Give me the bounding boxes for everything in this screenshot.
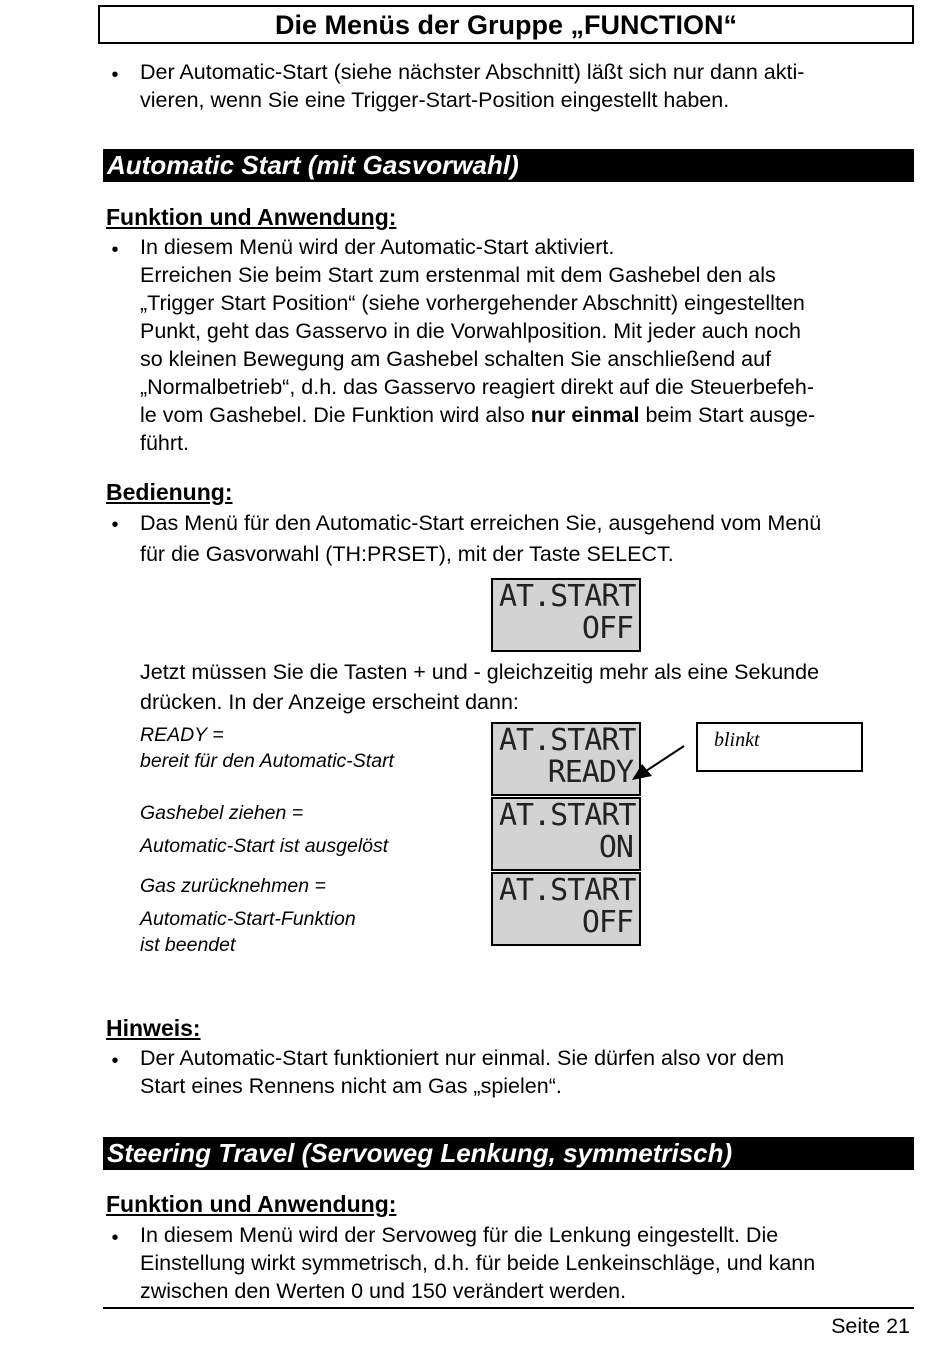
- hinweis-text: [140, 1044, 784, 1100]
- lcd-line-2: OFF: [581, 611, 633, 646]
- text-line: führt.: [140, 431, 189, 455]
- text-line: so kleinen Bewegung am Gashebel schalten Sie anschließend auf: [140, 347, 772, 371]
- text-line: [140, 401, 815, 429]
- bullet-icon: •: [111, 1227, 119, 1249]
- text-line: In diesem Menü wird der Automatic-Start aktiviert.: [140, 235, 615, 259]
- bedienung-heading: Bedienung:: [106, 479, 233, 505]
- bullet-icon: •: [111, 514, 119, 536]
- state-label-line: Automatic-Start-Funktion: [140, 908, 356, 930]
- text-line: zwischen den Werten 0 und 150 verändert werden.: [140, 1279, 627, 1303]
- page-number: Seite 21: [831, 1314, 910, 1338]
- lcd-line-1: AT.START: [499, 723, 636, 758]
- page-title: Die Menüs der Gruppe „FUNCTION“: [98, 5, 914, 44]
- state-label-line: bereit für den Automatic-Start: [140, 750, 394, 772]
- text-line: drücken. In der Anzeige erscheint dann:: [140, 690, 519, 714]
- funktion-heading: Funktion und Anwendung:: [106, 204, 397, 230]
- bullet-icon: •: [111, 1050, 119, 1072]
- lcd-display-on: [491, 797, 641, 871]
- callout-arrow-icon: [620, 740, 700, 790]
- bullet-icon: •: [111, 239, 119, 261]
- text-line: Erreichen Sie beim Start zum erstenmal mit dem Gashebel den als: [140, 263, 776, 287]
- text-line: Jetzt müssen Sie die Tasten + und - gleichzeitig mehr als eine Sekunde: [140, 660, 820, 684]
- funktion-text: [140, 233, 815, 457]
- state-label-line: Gas zurücknehmen =: [140, 875, 326, 897]
- steering-text: [140, 1221, 815, 1305]
- text-line: „Trigger Start Position“ (siehe vorhergehender Abschnitt) eingestellten: [140, 291, 805, 315]
- state-label-off: [140, 873, 356, 958]
- section-title-steering-travel: Steering Travel (Servoweg Lenkung, symmetrisch): [103, 1137, 914, 1170]
- text-span: le vom Gashebel. Die Funktion wird also: [140, 403, 531, 427]
- lcd-line-1: AT.START: [499, 798, 636, 833]
- state-label-line: READY =: [140, 724, 224, 746]
- bedienung-text: [140, 508, 821, 570]
- lcd-line-2: ON: [598, 830, 633, 865]
- text-span: beim Start ausge-: [639, 403, 816, 427]
- text-line: für die Gasvorwahl (TH:PRSET), mit der Taste SELECT.: [140, 542, 674, 566]
- text-line: Einstellung wirkt symmetrisch, d.h. für beide Lenkeinschläge, und kann: [140, 1251, 816, 1275]
- hinweis-heading: Hinweis:: [106, 1015, 201, 1041]
- footer-divider: [103, 1307, 914, 1309]
- state-label-line: Gashebel ziehen =: [140, 802, 304, 824]
- state-label-line: ist beendet: [140, 934, 236, 956]
- section-title-automatic-start: Automatic Start (mit Gasvorwahl): [103, 149, 914, 182]
- lcd-line-1: AT.START: [499, 579, 636, 614]
- text-line: Das Menü für den Automatic-Start erreichen Sie, ausgehend vom Menü: [140, 511, 822, 535]
- lcd-display-off: [491, 872, 641, 946]
- intro-text: [140, 58, 804, 114]
- emphasis-text: nur einmal: [530, 403, 640, 427]
- state-label-ready: [140, 722, 394, 774]
- lcd-line-1: AT.START: [499, 873, 636, 908]
- funktion-heading-2: Funktion und Anwendung:: [106, 1191, 397, 1217]
- text-line: In diesem Menü wird der Servoweg für die Lenkung eingestellt. Die: [140, 1223, 779, 1247]
- text-line: „Normalbetrieb“, d.h. das Gasservo reagiert direkt auf die Steuerbefeh-: [140, 375, 814, 399]
- tasten-text: [140, 657, 819, 717]
- intro-line: Der Automatic-Start (siehe nächster Abschnitt) läßt sich nur dann akti-: [140, 60, 805, 84]
- text-line: Start eines Rennens nicht am Gas „spielen“.: [140, 1074, 562, 1098]
- lcd-display-ready: [491, 722, 641, 796]
- lcd-display-initial: [491, 578, 641, 652]
- blink-callout: blinkt: [696, 722, 863, 772]
- text-line: Der Automatic-Start funktioniert nur einmal. Sie dürfen also vor dem: [140, 1046, 785, 1070]
- intro-line: vieren, wenn Sie eine Trigger-Start-Position eingestellt haben.: [140, 88, 730, 112]
- lcd-line-2: OFF: [581, 905, 633, 940]
- state-label-line: Automatic-Start ist ausgelöst: [140, 835, 389, 857]
- text-line: Punkt, geht das Gasservo in die Vorwahlposition. Mit jeder auch noch: [140, 319, 801, 343]
- lcd-line-2: READY: [547, 755, 633, 790]
- state-label-on: [140, 797, 388, 863]
- bullet-icon: •: [111, 64, 119, 86]
